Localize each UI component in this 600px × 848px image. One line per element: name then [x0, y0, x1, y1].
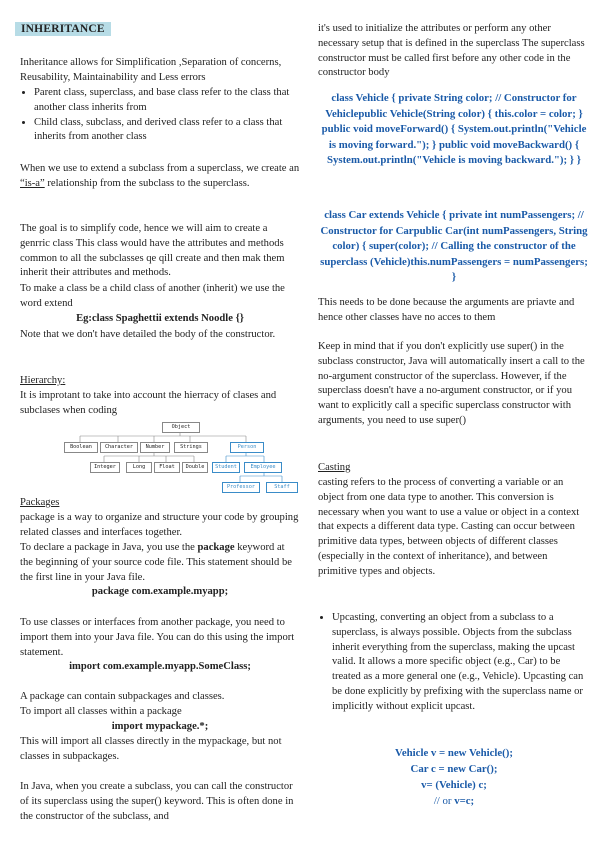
- cast-code-line-4: [318, 794, 590, 810]
- list-item: • Upcasting, converting an object from a subclass to a superclass, is always possible. Objects from the subclass inherit everything from the superclass, making the upcast valid. It allows a more specific object (e.g., Car) to be treated as a more general one (e.g., Vehicle). Upcasting can be done explicitly by prefixing with the superclass name or implicitly without explicit upcast.: [332, 611, 590, 715]
- cast-code-line-1: Vehicle v = new Vehicle();: [395, 747, 513, 759]
- subpackages-paragraph: A package can contain subpackages and classes.: [20, 691, 225, 702]
- node-number: Number: [140, 442, 170, 453]
- note-paragraph: Note that we don't have detailed the body of the constructor.: [20, 329, 276, 340]
- node-boolean: Boolean: [64, 442, 98, 453]
- page-title: INHERITANCE: [15, 22, 111, 36]
- declare-paragraph: [20, 541, 300, 585]
- import-all-paragraph: To import all classes within a package: [20, 706, 182, 717]
- node-float: Float: [154, 462, 180, 473]
- hierarchy-diagram: [60, 420, 300, 492]
- example-code: Eg:class Spaghettii extends Noodle {}: [76, 313, 244, 324]
- declare-text-end: keyword at the beginning of your source code file. This statement should be the first line in your Java file.: [20, 542, 292, 583]
- node-long: Long: [126, 462, 152, 473]
- list-item: • Parent class, superclass, and base class refer to the class that another class inherits from: [34, 86, 300, 116]
- node-person: Person: [230, 442, 264, 453]
- hierarchy-heading: Hierarchy:: [20, 375, 66, 386]
- goal-paragraph: The goal is to simplify code, hence we will aim to create a genrric class This class would have the attributes and methods common to all the subclasses qe qill create and then mak them inherit their attributes and methods.: [20, 223, 285, 279]
- private-note: This needs to be done because the arguments are priavte and hence other classes have no acces to them: [318, 297, 575, 323]
- node-professor: Professor: [222, 482, 260, 493]
- node-double: Double: [182, 462, 208, 473]
- cast-code-line-3: v= (Vehicle) c;: [421, 779, 487, 791]
- node-character: Character: [100, 442, 138, 453]
- extend-text: When we use to extend a subclass from a superclass, we create an: [20, 163, 300, 174]
- cast-code-line-2: Car c = new Car();: [410, 763, 498, 775]
- import-paragraph: To use classes or interfaces from another package, you need to import them into your Java file. You can do this using the import statement.: [20, 617, 295, 658]
- list-item: • Child class, subclass, and derived class refer to a class that inherits from another class: [34, 116, 300, 146]
- casting-paragraph: casting refers to the process of converting a variable or an object from one data type to another. This conversion is necessary when you want to use a value or object in a context that expects a different data type. Casting can occur between primitive data types, between objects of different classes (especially in the context of inheritance), and between primitive types and objects.: [318, 477, 580, 577]
- hierarchy-heading-text: Hierarchy: [20, 375, 63, 386]
- intro-paragraph: Inheritance allows for Simplification ,Separation of concerns, Reusability, Maintainability and Less errors: [20, 57, 282, 83]
- cast-implicit: v=c;: [454, 795, 475, 807]
- vehicle-code: class Vehicle { private String color; // Constructor for Vehiclepublic Vehicle(String color) { this.color = color; } public void moveForward() { System.out.println("Vehicle is moving forward."); } public void moveBackward() { System.out.println("Vehicle is moving backward."); } }: [321, 92, 587, 166]
- import-all-code: import mypackage.*;: [111, 721, 209, 732]
- cast-comment: // or: [433, 795, 455, 807]
- hierarchy-paragraph: It is improtant to take into account the hierracy of clases and subclases when coding: [20, 390, 277, 416]
- packages-paragraph: package is a way to organize and structure your code by grouping related classes and interfaces together.: [20, 512, 299, 538]
- node-student: Student: [212, 462, 240, 473]
- package-keyword: package: [197, 542, 235, 553]
- super-continued: it's used to initialize the attributes or perform any other necessary setup that is defined in the superclass The superclass constructor must be called first before any other code in the constructor body: [318, 23, 585, 79]
- extend-paragraph: [20, 162, 300, 192]
- import-all-note: This will import all classes directly in the mypackage, but not classes in subpackages.: [20, 736, 282, 762]
- casting-list: [318, 611, 590, 715]
- package-code: package com.example.myapp;: [91, 586, 229, 597]
- node-employee: Employee: [244, 462, 282, 473]
- class-terms-list: [20, 86, 300, 145]
- is-a-term: “is-a”: [20, 177, 45, 189]
- extend-word-paragraph: To make a class be a child class of another (inherit) we use the word extend: [20, 283, 285, 309]
- casting-heading: Casting: [318, 462, 351, 473]
- declare-text: To declare a package in Java, you use the: [20, 542, 198, 553]
- node-strings: Strings: [174, 442, 208, 453]
- car-code: class Car extends Vehicle { private int numPassengers; // Constructor for Carpublic Car(int numPassengers, String color) { super(color); // Calling the constructor of the superclass (Vehicle)this.numPassengers = numPassengers; }: [320, 209, 588, 283]
- extend-text-end: relationship from the subclass to the superclass.: [44, 177, 250, 189]
- packages-heading: Packages: [20, 497, 60, 508]
- node-integer: Integer: [90, 462, 120, 473]
- import-code: import com.example.myapp.SomeClass;: [69, 661, 251, 672]
- node-staff: Staff: [266, 482, 298, 493]
- super-paragraph: In Java, when you create a subclass, you can call the constructor of its superclass using the super() keyword. This is often done in the constructor of the subclass, and: [20, 781, 294, 822]
- node-object: Object: [162, 422, 200, 433]
- keep-in-mind-paragraph: Keep in mind that if you don't explicitly use super() in the subclass constructor, Java will automatically insert a call to the no-argument constructor of the superclass. However, if the superclass doesn't have a no-argument constructor, or if you want to explicitly call a specific superclass constructor with arguments, you need to use super(): [318, 341, 585, 426]
